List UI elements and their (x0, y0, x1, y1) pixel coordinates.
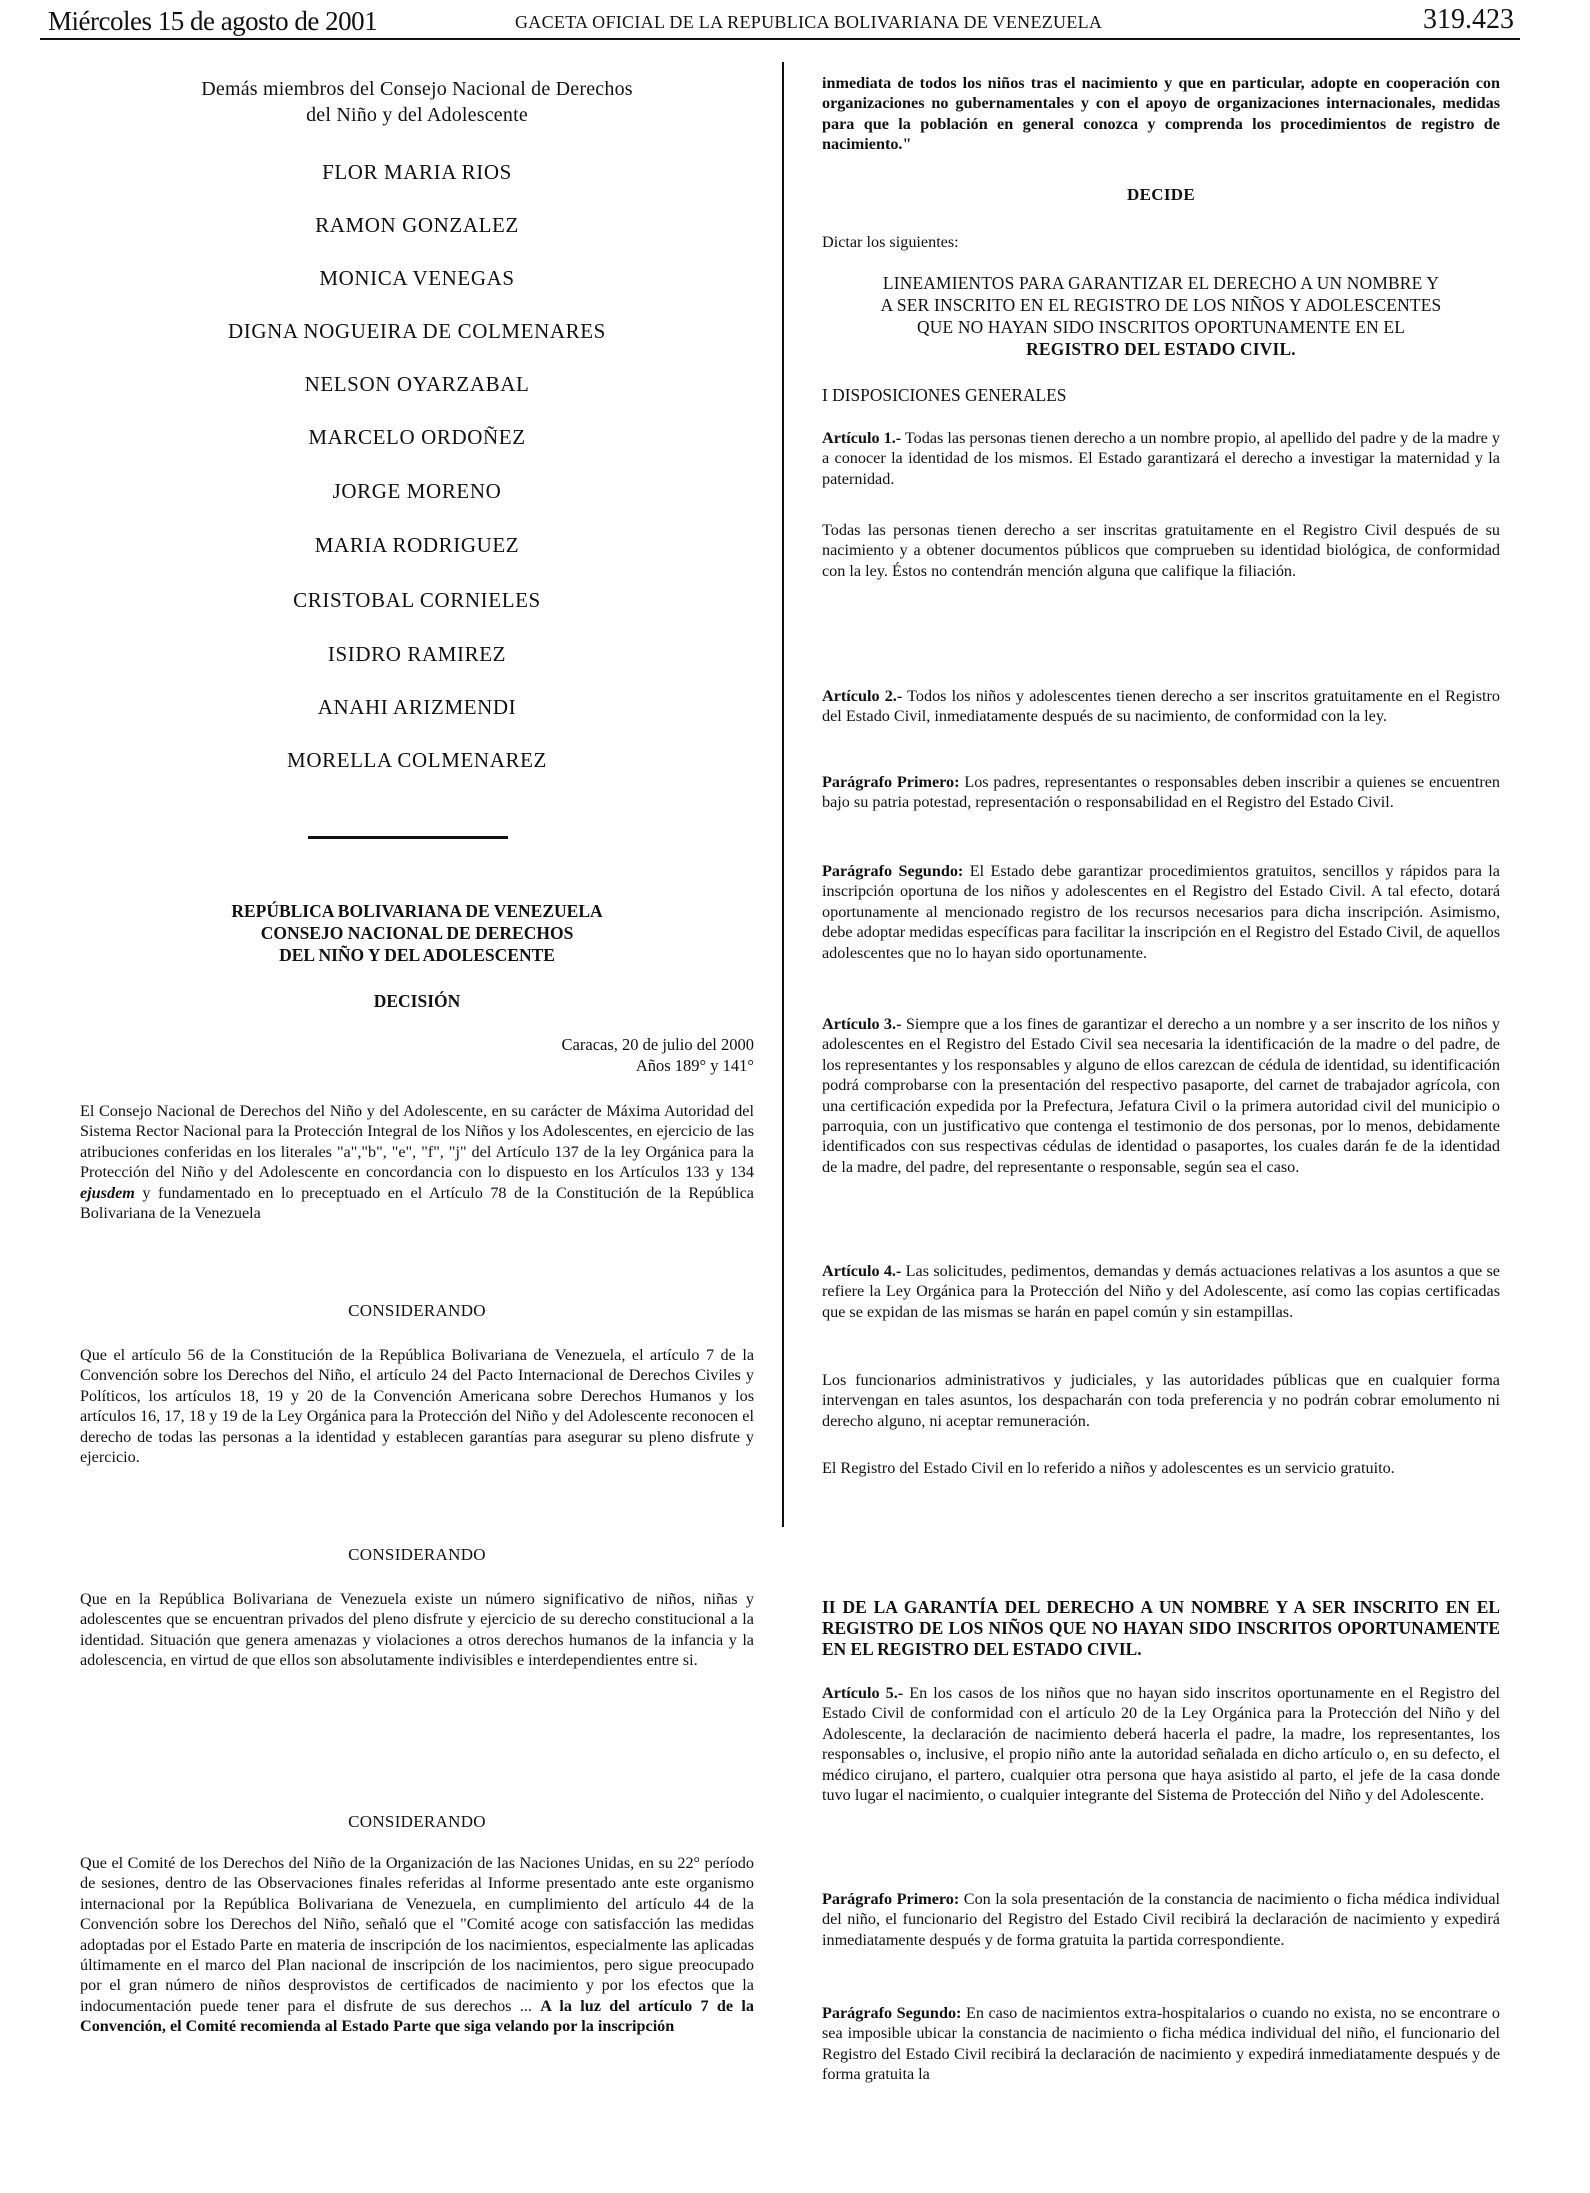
article-4 (822, 1261, 1500, 1322)
article-2-paragraph-segundo (822, 861, 1500, 963)
paragraph-text: El Estado debe garantizar procedimientos gratuitos, sencillos y rápidos para la inscripción oportuna de los niños y adolescentes en el Registro del Estado Civil. A tal efecto, dotará oportunamente al mencionado registro de los recursos necesarios para dicha inscripción. Asimismo, debe adoptar medidas específicas para facilitar la inscripción en el Registro del Estado Civil, de aquellos adolescentes que no lo hayan sido oportunamente. (822, 862, 1500, 962)
institution-line-3: DEL NIÑO Y DEL ADOLESCENTE (279, 945, 555, 965)
section-heading-2: II DE LA GARANTÍA DEL DERECHO A UN NOMBRE Y A SER INSCRITO EN EL REGISTRO DE LOS NIÑOS QUE NO HAYAN SIDO INSCRITOS OPORTUNAMENTE EN EL REGISTRO DEL ESTADO CIVIL. (822, 1597, 1500, 1659)
considerando-heading: CONSIDERANDO (348, 1545, 486, 1564)
article-text: Las solicitudes, pedimentos, demandas y demás actuaciones relativas a los asuntos a que se refiere la Ley Orgánica para la Protección del Niño y del Adolescente, así como las copias certificadas que se expidan de las mismas se harán en papel común y sin estampillas. (822, 1262, 1500, 1321)
decision-heading: DECISIÓN (373, 991, 461, 1011)
place-date (80, 1034, 754, 1076)
paragraph-label: Parágrafo Primero: (822, 1890, 960, 1908)
decision-intro (80, 1101, 754, 1223)
institution-line-1: REPÚBLICA BOLIVARIANA DE VENEZUELA (231, 901, 603, 921)
members-heading (80, 76, 754, 128)
section-heading-1: I DISPOSICIONES GENERALES (822, 385, 1067, 405)
dictar-line: Dictar los siguientes: (822, 233, 959, 251)
members-heading-line-1: Demás miembros del Consejo Nacional de Derechos (201, 78, 633, 100)
article-label: Artículo 4.- (822, 1262, 902, 1280)
members-heading-line-2: del Niño y del Adolescente (306, 104, 528, 126)
continuation-paragraph: inmediata de todos los niños tras el nacimiento y que en particular, adopte en cooperación con organizaciones no gubernamentales y con el apoyo de organizaciones internacionales, medidas para que la población en general conozca y comprenda los procedimientos de registro de nacimiento." (822, 74, 1500, 154)
member-name: ANAHI ARIZMENDI (317, 695, 517, 719)
article-5-paragraph-primero (822, 1889, 1500, 1950)
issue-date: Miércoles 15 de agosto de 2001 (48, 6, 378, 36)
institution-heading (80, 900, 754, 966)
considerando-3-text: Que el Comité de los Derechos del Niño de la Organización de las Naciones Unidas, en su 22° período de sesiones, dentro de las Observaciones finales referidas al Informe presentado ante este organismo internacional por la República Bolivariana de Venezuela, en cumplimiento del artículo 44 de la Convención sobre los Derechos del Niño, señaló que el "Comité acoge con satisfacción las medidas adoptadas por el Estado Parte en materia de inscripción de los nacimientos, especialmente las aplicadas últimamente en el marco del Plan nacional de inscripción de los nacimientos, pero sigue preocupado por el gran número de niños desprovistos de certificados de nacimiento y por los efectos que la indocumentación puede tener para el disfrute de sus derechos ... (80, 1854, 754, 2015)
title-line-3: QUE NO HAYAN SIDO INSCRITOS OPORTUNAMENTE EN EL (916, 317, 1406, 337)
member-name: CRISTOBAL CORNIELES (293, 588, 541, 612)
place-date-line: Caracas, 20 de julio del 2000 (561, 1035, 754, 1054)
article-1-paragraph-2: Todas las personas tienen derecho a ser inscritas gratuitamente en el Registro Civil después de su nacimiento y a obtener documentos públicos que comprueben su identidad biológica, de conformidad con la ley. Éstos no contendrán mención alguna que califique la filiación. (822, 521, 1500, 580)
article-label: Artículo 5.- (822, 1684, 904, 1702)
page-number: 319.423 (1423, 4, 1514, 35)
paragraph-label: Parágrafo Segundo: (822, 862, 964, 880)
title-line-4: REGISTRO DEL ESTADO CIVIL. (1026, 339, 1296, 359)
member-name: ISIDRO RAMIREZ (327, 642, 507, 666)
considerando-heading: CONSIDERANDO (348, 1812, 486, 1831)
paragraph-label: Parágrafo Primero: (822, 773, 960, 791)
article-4-paragraph-3: El Registro del Estado Civil en lo referido a niños y adolescentes es un servicio gratuito. (822, 1459, 1395, 1477)
article-text: En los casos de los niños que no hayan sido inscritos oportunamente en el Registro del Estado Civil de conformidad con el artículo 20 de la Ley Orgánica para la Protección del Niño y del Adolescente, la declaración de nacimiento deberá hacerla el padre, la madre, los representantes, los responsables o, inclusive, el propio niño ante la autoridad señalada en dicho artículo o, en su defecto, el médico cirujano, el partero, cualquier otra persona que haya asistido al parto, el jefe de la casa donde tuvo lugar el nacimiento, o cualquier integrante del Sistema de Protección del Niño y del Adolescente. (822, 1684, 1500, 1805)
article-1 (822, 428, 1500, 489)
institution-line-2: CONSEJO NACIONAL DE DERECHOS (260, 923, 574, 943)
paragraph-label: Parágrafo Segundo: (822, 2004, 962, 2022)
article-3 (822, 1014, 1500, 1177)
title-line-1: LINEAMIENTOS PARA GARANTIZAR EL DERECHO A UN NOMBRE Y (882, 273, 1440, 293)
decide-heading: DECIDE (1127, 185, 1195, 204)
paragraph-text: En caso de nacimientos extra-hospitalarios o cuando no exista, no se encontrare o sea imposible ubicar la constancia de nacimiento o ficha médica individual del niño, el funcionario del Registro del Estado Civil recibirá la declaración de nacimiento y expedirá inmediatamente después y de forma gratuita la (822, 2004, 1501, 2084)
intro-text-a: El Consejo Nacional de Derechos del Niño y del Adolescente, en su carácter de Máxima Autoridad del Sistema Rector Nacional para la Protección Integral de los Niños y los Adolescentes, en ejercicio de las atribuciones conferidas en los literales "a","b", "e", "f", "j" del Artículo 137 de la ley Orgánica para la Protección del Niño y del Adolescente en concordancia con lo dispuesto en los Artículos 133 y 134 (80, 1102, 754, 1182)
member-name: MONICA VENEGAS (319, 266, 515, 290)
member-name: MORELLA COLMENAREZ (287, 748, 547, 772)
article-4-paragraph-2: Los funcionarios administrativos y judiciales, y las autoridades públicas que en cualquier forma intervengan en tales asuntos, los despacharán con toda preferencia y no podrán cobrar emolumento ni derecho alguno, ni aceptar remuneración. (822, 1371, 1500, 1430)
article-5 (822, 1683, 1500, 1805)
article-text: Todas las personas tienen derecho a un nombre propio, al apellido del padre y de la madre y a conocer la identidad de los mismos. El Estado garantizará el derecho a investigar la maternidad y la paternidad. (822, 429, 1500, 488)
article-label: Artículo 1.- (822, 429, 902, 447)
guidelines-title (822, 272, 1500, 360)
title-line-2: A SER INSCRITO EN EL REGISTRO DE LOS NIÑOS Y ADOLESCENTES (880, 295, 1442, 315)
publication-name: GACETA OFICIAL DE LA REPUBLICA BOLIVARIANA DE VENEZUELA (515, 12, 1103, 32)
article-2-paragraph-primero (822, 772, 1500, 813)
page-header (40, 4, 1520, 40)
member-name: NELSON OYARZABAL (304, 372, 530, 396)
member-name: DIGNA NOGUEIRA DE COLMENARES (228, 319, 606, 343)
considerando-heading: CONSIDERANDO (348, 1301, 486, 1320)
separator-rule (308, 836, 508, 839)
article-text: Siempre que a los fines de garantizar el derecho a un nombre y a ser inscrito de los niños y adolescentes en el Registro del Estado Civil sea necesaria la identificación de la madre o del padre, de los representantes y los responsables y alguno de ellos carezcan de cédula de identidad, su identificación podrá comprobarse con la presentación del respectivo pasaporte, del carnet de trabajador agrícola, con una certificación expedida por la Prefectura, Jefatura Civil o la primera autoridad civil del municipio o parroquia, con un justificativo que contenga el testimonio de dos personas, por lo menos, debidamente identificados con sus respectivas cédulas de identidad o pasaportes, los cuales darán fe de la identidad de la madre, del padre, del representante o responsable, según sea el caso. (822, 1015, 1500, 1176)
member-name: MARCELO ORDOÑEZ (308, 425, 526, 449)
article-2 (822, 686, 1500, 727)
considerando-3-bold: A la luz del artículo 7 de la Convención, el Comité recomienda al Estado Parte que siga velando por la inscripción (80, 1996, 754, 2036)
intro-text-b: y fundamentado en lo preceptuado en el Artículo 78 de la Constitución de la República Bolivariana de la Venezuela (80, 1183, 754, 1223)
considerando-paragraph-2: Que en la República Bolivariana de Venezuela existe un número significativo de niños, niñas y adolescentes que se encuentran privados del pleno disfrute y ejercicio de su derecho constitucional a la identidad. Situación que genera amenazas y violaciones a otros derechos humanos de la infancia y la adolescencia, en virtud de que ellos son absolutamente indivisibles e interdependientes entre si. (80, 1590, 754, 1670)
article-label: Artículo 3.- (822, 1015, 902, 1033)
article-5-paragraph-segundo (822, 2003, 1500, 2085)
years-line: Años 189° y 141° (635, 1056, 754, 1075)
member-name: JORGE MORENO (332, 479, 502, 503)
column-divider (782, 62, 784, 1527)
considerando-paragraph-3 (80, 1853, 754, 2037)
article-label: Artículo 2.- (822, 687, 903, 705)
considerando-paragraph-1: Que el artículo 56 de la Constitución de la República Bolivariana de Venezuela, el artículo 7 de la Convención sobre los Derechos del Niño, el artículo 24 del Pacto Internacional de Derechos Civiles y Políticos, los artículos 18, 19 y 20 de la Convención Americana sobre Derechos Humanos y los artículos 16, 17, 18 y 19 de la Ley Orgánica para la Protección del Niño y del Adolescente reconocen el derecho de todas las personas a la identidad y establecen garantías para asegurar su pleno disfrute y ejercicio. (80, 1346, 754, 1467)
member-name: MARIA RODRIGUEZ (314, 533, 520, 557)
member-name: FLOR MARIA RIOS (322, 160, 512, 184)
article-text: Todos los niños y adolescentes tienen derecho a ser inscritos gratuitamente en el Registro del Estado Civil, inmediatamente después de su nacimiento, de conformidad con la ley. (822, 687, 1501, 726)
member-name: RAMON GONZALEZ (315, 213, 519, 237)
paragraph-text: Con la sola presentación de la constancia de nacimiento o ficha médica individual del niño, el funcionario del Registro del Estado Civil recibirá la declaración de nacimiento y expedirá inmediatamente después y de forma gratuita la partida correspondiente. (822, 1890, 1500, 1949)
intro-italic: ejusdem (80, 1183, 135, 1202)
paragraph-text: Los padres, representantes o responsables deben inscribir a quienes se encuentren bajo su patria potestad, representación o responsabilidad en el Registro del Estado Civil. (822, 773, 1500, 812)
